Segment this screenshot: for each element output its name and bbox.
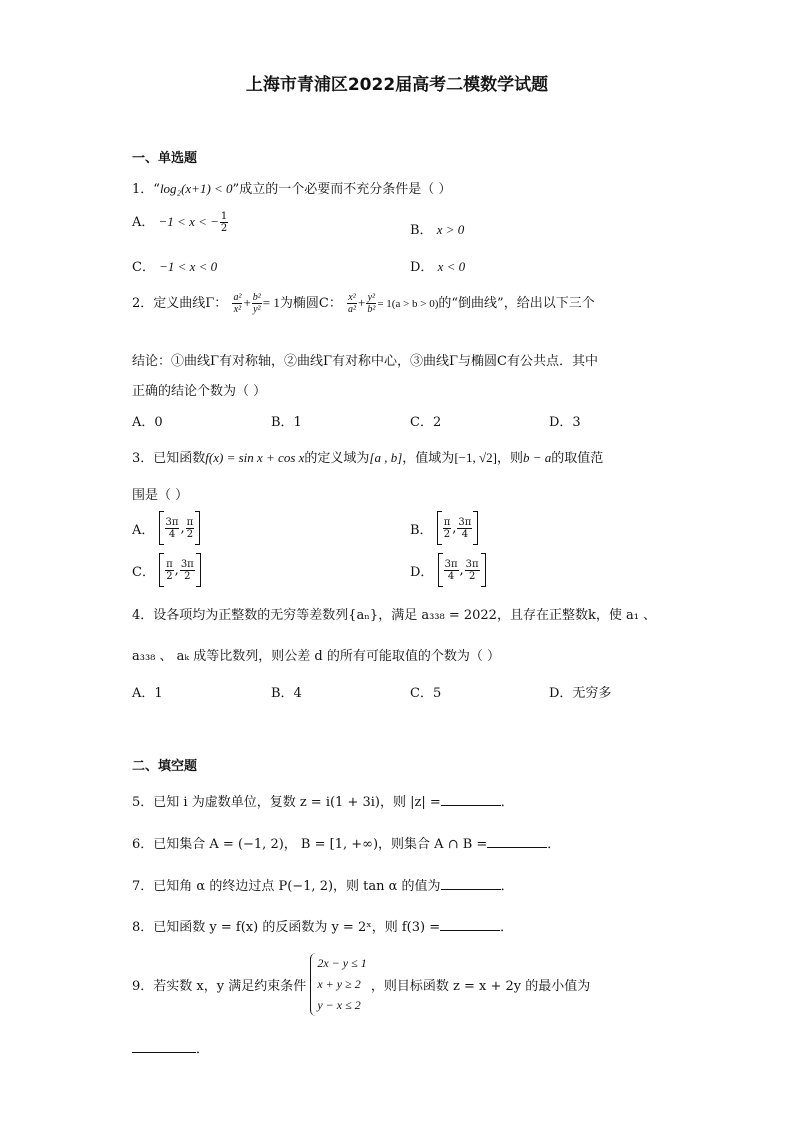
question-2-stem-line3: 正确的结论个数为（ ）	[132, 384, 267, 399]
constraint-2: x + y ≥ 2	[317, 977, 361, 991]
denominator: y²	[253, 304, 261, 315]
question-1-stem	[132, 178, 451, 197]
q1-option-d	[410, 256, 465, 275]
numerator: 3π	[165, 516, 179, 528]
q1-a-fraction	[220, 211, 228, 234]
q3-b-label: B．	[410, 522, 433, 538]
question-3-stem-line1	[132, 447, 603, 466]
question-4-stem-line1: 4．设各项均为正整数的无穷等差数列{aₙ}，满足 a₃₃₈ = 2022，且存在正整数k，使 a₁ 、	[132, 608, 657, 623]
plus-sign: +	[357, 295, 366, 310]
numerator: 3π	[458, 516, 472, 528]
numerator: 1	[220, 211, 228, 222]
question-4-stem-line2: a₃₃₈ 、 aₖ 成等比数列，则公差 d 的所有可能取值的个数为（ ）	[132, 649, 500, 664]
denominator: 2	[443, 528, 451, 540]
q2-frac-1	[232, 292, 242, 315]
q3-math-4: b − a	[522, 450, 552, 465]
denominator: 2	[468, 570, 476, 582]
q6-end: ．	[547, 837, 561, 852]
q9-constraint-system	[310, 953, 366, 1016]
q3-option-a	[132, 511, 200, 545]
answer-blank[interactable]	[487, 835, 547, 848]
q5-text: 5．已知 i 为虚数单位，复数 z = i(1 + 3i)，则 |z| =	[132, 795, 441, 810]
q1-c-label: C．	[132, 260, 155, 275]
answer-blank[interactable]	[440, 918, 500, 931]
left-bracket	[159, 511, 164, 545]
q3-text-4: ，则	[496, 451, 523, 466]
denominator: 2	[220, 223, 228, 234]
question-3-stem-line2: 围是（ ）	[132, 488, 189, 503]
numerator: π	[166, 558, 173, 570]
question-5	[132, 791, 514, 810]
question-8	[132, 916, 513, 935]
answer-blank[interactable]	[441, 793, 501, 806]
fraction	[180, 559, 195, 582]
q1-b-math: x > 0	[436, 222, 465, 237]
comma: ,	[452, 520, 457, 536]
numerator: b²	[252, 292, 261, 303]
q6-text: 6．已知集合 A = (−1, 2)， B = [1, +∞)，则集合 A ∩ B =	[132, 837, 488, 852]
q1-d-label: D．	[410, 260, 434, 275]
right-bracket	[481, 553, 486, 587]
q8-text: 8．已知函数 y = f(x) 的反函数为 y = 2ˣ，则 f(3) =	[132, 920, 441, 935]
numerator: x²	[348, 292, 356, 303]
q3-math-2: [a , b]	[369, 450, 403, 465]
denominator: 4	[447, 570, 455, 582]
question-9	[132, 953, 590, 1016]
q1-d-math: x < 0	[437, 259, 466, 274]
q2-frac-4	[366, 292, 376, 315]
q3-d-label: D．	[410, 564, 434, 580]
fraction	[186, 517, 195, 540]
q1-c-math: −1 < x < 0	[159, 259, 218, 274]
q4-option-c: C．5	[410, 686, 442, 701]
section-single-choice: 一、单选题	[132, 151, 198, 166]
q8-end: ．	[500, 920, 514, 935]
right-bracket	[196, 553, 201, 587]
denominator: 2	[184, 570, 191, 582]
q9-answer-line	[132, 1038, 209, 1057]
q1-text: ”成立的一个必要而不充分条件是（ ）	[232, 182, 452, 197]
question-6	[132, 833, 560, 852]
numerator: 3π	[465, 558, 479, 570]
denominator: 4	[461, 528, 469, 540]
q1-a-label: A．	[132, 215, 155, 230]
page-title: 上海市青浦区2022届高考二模数学试题	[245, 75, 549, 95]
right-bracket	[473, 511, 478, 545]
right-bracket	[195, 511, 200, 545]
denominator: a²	[347, 304, 356, 315]
comma: ,	[180, 520, 185, 536]
q1-quote: “	[153, 182, 160, 197]
numerator: y²	[367, 292, 376, 303]
q3-math-1: f(x) = sin x + cos x	[205, 450, 305, 465]
denominator: x²	[233, 304, 242, 315]
q9-text-1: 9．若实数 x，y 满足约束条件	[132, 979, 307, 994]
q7-end: ．	[500, 879, 514, 894]
q2-eq-2: = 1(a > b > 0)	[377, 298, 439, 310]
fraction	[444, 559, 459, 582]
left-bracket	[437, 511, 442, 545]
q1-math: log₂(x+1) < 0	[159, 181, 233, 196]
q4-option-a: A．1	[132, 686, 163, 701]
q3-c-label: C．	[132, 564, 155, 580]
fraction	[165, 559, 174, 582]
comma: ,	[174, 562, 179, 578]
numerator: 3π	[180, 558, 194, 570]
q1-option-a	[132, 211, 229, 234]
comma: ,	[459, 562, 464, 578]
q2-text-1: 定义曲线Γ：	[153, 296, 228, 311]
q9-text-2: ，则目标函数 z = x + 2y 的最小值为	[370, 979, 591, 994]
q2-number: 2．	[132, 296, 154, 311]
numerator: π	[186, 516, 194, 528]
denominator: b²	[367, 304, 376, 315]
section-fill-in: 二、填空题	[132, 759, 198, 774]
q1-a-math: −1 < x < −	[158, 214, 219, 229]
fraction	[465, 559, 480, 582]
q1-option-c	[132, 256, 217, 275]
q1-b-label: B．	[410, 223, 433, 238]
q2-option-c: C．2	[410, 415, 442, 430]
q4-option-d: D．无穷多	[549, 686, 612, 701]
q2-eq-1: = 1	[262, 295, 280, 310]
q1-option-b	[410, 219, 464, 238]
question-2-stem-line1	[132, 292, 595, 315]
left-bracket	[438, 553, 443, 587]
q2-text-3: 的“倒曲线”，给出以下三个	[438, 296, 595, 311]
q2-text-2: 为椭圆C：	[279, 296, 342, 311]
denominator: 4	[168, 528, 176, 540]
denominator: 2	[166, 570, 173, 582]
q4-option-b: B．4	[271, 686, 302, 701]
q5-end: ．	[500, 795, 514, 810]
q2-option-b: B．1	[271, 415, 302, 430]
q3-option-c	[132, 553, 201, 587]
left-bracket	[159, 553, 164, 587]
q2-option-d: D．3	[549, 415, 581, 430]
plus-sign: +	[243, 295, 251, 310]
fraction	[165, 517, 180, 540]
fraction	[457, 517, 472, 540]
question-2-stem-line2: 结论：①曲线Γ有对称轴，②曲线Γ有对称中心，③曲线Γ与椭圆C有公共点．其中	[132, 354, 599, 369]
q3-a-label: A．	[132, 522, 155, 538]
question-7	[132, 875, 514, 894]
constraint-1: 2x − y ≤ 1	[317, 956, 367, 970]
q3-text-3: ，值域为	[402, 451, 455, 466]
q3-text-5: 的取值范	[551, 451, 604, 466]
q1-number: 1．	[132, 182, 154, 197]
numerator: 3π	[444, 558, 458, 570]
q3-text-2: 的定义域为	[304, 451, 370, 466]
answer-blank[interactable]	[132, 1040, 196, 1053]
q7-text: 7．已知角 α 的终边过点 P(−1, 2)，则 tan α 的值为	[132, 879, 441, 894]
q3-option-d	[410, 553, 486, 587]
q3-math-3: [−1, √2]	[454, 450, 497, 465]
q3-option-b	[410, 511, 478, 545]
q3-text-1: 3．已知函数	[132, 451, 206, 466]
answer-blank[interactable]	[441, 877, 501, 890]
q2-option-a: A．0	[132, 415, 163, 430]
q2-frac-2	[252, 292, 262, 315]
fraction	[443, 517, 452, 540]
q9-end: ．	[196, 1042, 210, 1057]
numerator: π	[443, 516, 451, 528]
denominator: 2	[186, 528, 194, 540]
numerator: a²	[233, 292, 242, 303]
constraint-3: y − x ≤ 2	[317, 998, 361, 1012]
q2-frac-3	[347, 292, 357, 315]
